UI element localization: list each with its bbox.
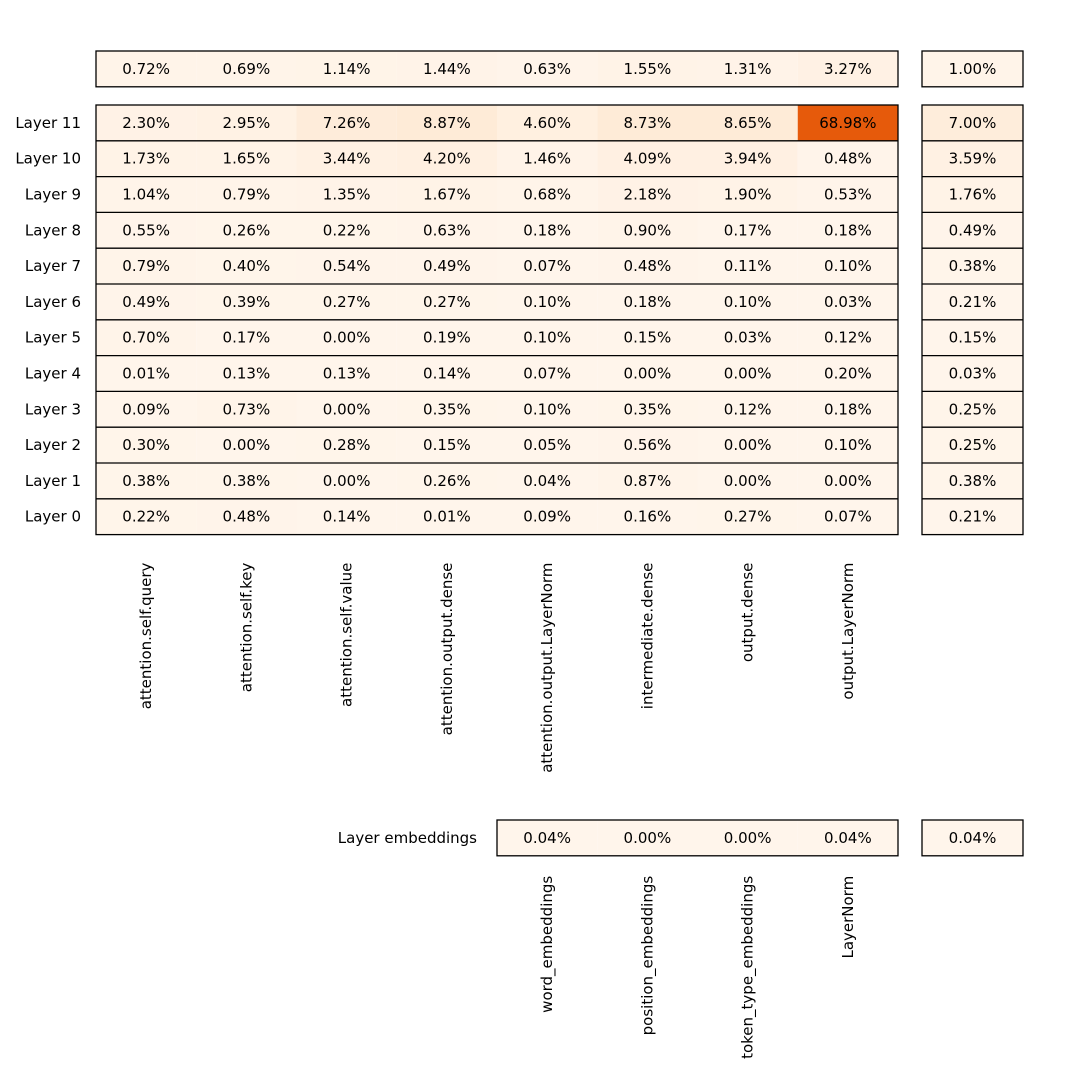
heatmap-cell-label: 0.05% [523, 436, 571, 455]
row-total-cell-label: 0.38% [948, 257, 997, 276]
row-total-cell-label: 0.38% [948, 471, 997, 490]
heatmap-cell-label: 0.16% [623, 507, 672, 526]
heatmap-cell-label: 0.56% [623, 436, 672, 455]
row-total-cell-label: 0.25% [948, 436, 997, 455]
heatmap-cell-label: 0.03% [824, 292, 872, 311]
heatmap-cell-label: 0.40% [222, 257, 271, 276]
row-total-cell-label: 0.03% [948, 364, 997, 383]
embedding-cell-label: 0.04% [824, 828, 872, 847]
column-total-cell-label: 1.55% [623, 59, 672, 78]
column-label: output.LayerNorm [838, 562, 857, 700]
row-total-cell-label: 1.76% [948, 185, 997, 204]
heatmap-cell-label: 0.87% [623, 471, 672, 490]
layer-grid [15, 105, 1023, 535]
heatmap-cell-label: 0.00% [322, 471, 371, 490]
heatmap-cell-label: 0.18% [523, 221, 571, 240]
column-total-cell-label: 1.14% [322, 59, 371, 78]
heatmap-cell-label: 0.27% [723, 507, 772, 526]
embedding-column-label: position_embeddings [638, 875, 657, 1036]
heatmap-cell-label: 8.65% [723, 113, 772, 132]
heatmap-cell-label: 0.10% [523, 292, 571, 311]
heatmap-cell-label: 1.65% [222, 149, 271, 168]
column-total-cell-label: 1.44% [423, 59, 471, 78]
heatmap-cell-label: 0.12% [824, 328, 872, 347]
column-total-cell-label: 0.63% [523, 59, 571, 78]
heatmap-cell-label: 0.00% [623, 364, 672, 383]
heatmap-cell-label: 0.10% [723, 292, 772, 311]
heatmap-cell-label: 0.13% [222, 364, 271, 383]
heatmap-cell-label: 0.48% [623, 257, 672, 276]
grand-total-cell-label: 1.00% [948, 59, 997, 78]
heatmap-cell-label: 1.04% [122, 185, 170, 204]
column-label: attention.self.query [137, 562, 156, 710]
embedding-column-label: token_type_embeddings [738, 875, 757, 1059]
heatmap-cell-label: 0.01% [122, 364, 170, 383]
heatmap-cell-label: 0.17% [222, 328, 271, 347]
row-label: Layer 11 [15, 113, 81, 132]
column-label: attention.output.LayerNorm [538, 562, 557, 773]
heatmap-cell-label: 4.20% [423, 149, 471, 168]
heatmap-cell-label: 0.22% [322, 221, 371, 240]
column-label: attention.self.value [337, 562, 356, 707]
embedding-cell-label: 0.04% [523, 828, 571, 847]
row-label: Layer 8 [24, 221, 81, 240]
heatmap-cell-label: 0.10% [824, 257, 872, 276]
column-label: attention.output.dense [437, 562, 456, 736]
heatmap-cell-label: 0.35% [423, 400, 471, 419]
heatmap-cell-label: 0.03% [723, 328, 772, 347]
heatmap-cell-label: 68.98% [819, 113, 877, 132]
heatmap-cell-label: 0.79% [122, 257, 170, 276]
row-label: Layer 1 [24, 471, 81, 490]
heatmap-cell-label: 0.28% [322, 436, 371, 455]
column-label: attention.self.key [237, 562, 256, 693]
heatmap-cell-label: 0.68% [523, 185, 571, 204]
column-label: output.dense [738, 562, 757, 663]
heatmap-cell-label: 4.09% [623, 149, 672, 168]
heatmap-cell-label: 3.44% [322, 149, 371, 168]
row-total-cell-label: 7.00% [948, 113, 997, 132]
heatmap-cell-label: 0.00% [824, 471, 872, 490]
row-label: Layer 2 [24, 436, 81, 455]
heatmap-cell-label: 0.00% [322, 328, 371, 347]
heatmap-cell-label: 0.19% [423, 328, 471, 347]
heatmap-cell-label: 0.11% [723, 257, 772, 276]
heatmap-cell-label: 0.15% [623, 328, 672, 347]
heatmap-cell-label: 0.38% [122, 471, 170, 490]
heatmap-cell-label: 0.09% [122, 400, 170, 419]
heatmap-cell-label: 0.48% [824, 149, 872, 168]
heatmap-cell-label: 0.26% [423, 471, 471, 490]
heatmap-cell-label: 4.60% [523, 113, 571, 132]
heatmap-cell-label: 1.35% [322, 185, 371, 204]
heatmap-cell-label: 0.54% [322, 257, 371, 276]
heatmap-cell-label: 0.35% [623, 400, 672, 419]
heatmap-cell-label: 2.30% [122, 113, 170, 132]
embedding-cell-label: 0.00% [623, 828, 672, 847]
row-label: Layer 10 [15, 149, 81, 168]
heatmap-cell-label: 7.26% [322, 113, 371, 132]
heatmap-cell-label: 1.46% [523, 149, 571, 168]
row-label: Layer 6 [24, 292, 81, 311]
row-label: Layer 3 [24, 400, 81, 419]
heatmap-cell-label: 0.18% [623, 292, 672, 311]
row-total-cell-label: 3.59% [948, 149, 997, 168]
embedding-cell-label: 0.00% [723, 828, 772, 847]
heatmap-cell-label: 0.14% [322, 507, 371, 526]
heatmap-cell-label: 0.30% [122, 436, 170, 455]
row-label: Layer 7 [24, 257, 81, 276]
heatmap-cell-label: 0.49% [423, 257, 471, 276]
heatmap-cell-label: 0.07% [824, 507, 872, 526]
heatmap-cell-label: 0.00% [222, 436, 271, 455]
heatmap-cell-label: 0.00% [322, 400, 371, 419]
column-labels [137, 562, 857, 772]
heatmap-cell-label: 0.18% [824, 400, 872, 419]
heatmap-cell-label: 0.63% [423, 221, 471, 240]
heatmap-cell-label: 0.55% [122, 221, 170, 240]
heatmap-cell-label: 0.07% [523, 257, 571, 276]
heatmap-cell-label: 0.10% [523, 400, 571, 419]
column-total-cell-label: 0.72% [122, 59, 170, 78]
heatmap-cell-label: 0.00% [723, 364, 772, 383]
heatmap-cell-label: 0.39% [222, 292, 271, 311]
heatmap-cell-label: 2.18% [623, 185, 672, 204]
row-label: Layer 4 [24, 364, 81, 383]
row-total-cell-label: 0.21% [948, 507, 997, 526]
embeddings-row [338, 820, 1023, 856]
heatmap-cell-label: 2.95% [222, 113, 271, 132]
heatmap-cell-label: 1.73% [122, 149, 170, 168]
heatmap-cell-label: 0.07% [523, 364, 571, 383]
row-label: Layer 5 [24, 328, 81, 347]
column-total-cell-label: 3.27% [824, 59, 872, 78]
row-total-cell-label: 0.21% [948, 292, 997, 311]
heatmap-cell-label: 0.01% [423, 507, 471, 526]
heatmap-cell-label: 0.90% [623, 221, 672, 240]
heatmap-cell-label: 0.10% [824, 436, 872, 455]
row-total-cell-label: 0.49% [948, 221, 997, 240]
embeddings-row-label: Layer embeddings [337, 828, 477, 847]
heatmap-cell-label: 0.48% [222, 507, 271, 526]
embedding-column-label: word_embeddings [538, 875, 557, 1013]
heatmap-cell-label: 0.09% [523, 507, 571, 526]
row-total-cell-label: 0.25% [948, 400, 997, 419]
embedding-total-cell-label: 0.04% [948, 828, 997, 847]
heatmap-cell-label: 0.17% [723, 221, 772, 240]
heatmap-cell-label: 0.18% [824, 221, 872, 240]
heatmap-cell-label: 0.73% [222, 400, 271, 419]
heatmap-cell-label: 0.04% [523, 471, 571, 490]
column-total-cell-label: 1.31% [723, 59, 772, 78]
heatmap-cell-label: 0.00% [723, 436, 772, 455]
heatmap-cell-label: 0.53% [824, 185, 872, 204]
heatmap-cell-label: 0.49% [122, 292, 170, 311]
row-total-cell-label: 0.15% [948, 328, 997, 347]
heatmap-cell-label: 8.87% [423, 113, 471, 132]
heatmap-cell-label: 0.70% [122, 328, 170, 347]
column-totals-row [96, 51, 1023, 87]
heatmap-cell-label: 0.00% [723, 471, 772, 490]
heatmap-cell-label: 0.27% [423, 292, 471, 311]
heatmap-cell-label: 0.38% [222, 471, 271, 490]
heatmap-cell-label: 1.90% [723, 185, 772, 204]
heatmap-cell-label: 0.14% [423, 364, 471, 383]
heatmap-cell-label: 8.73% [623, 113, 672, 132]
heatmap-cell-label: 0.12% [723, 400, 772, 419]
heatmap-cell-label: 0.26% [222, 221, 271, 240]
embedding-column-label: LayerNorm [838, 875, 857, 959]
column-total-cell-label: 0.69% [222, 59, 271, 78]
heatmap-cell-label: 0.15% [423, 436, 471, 455]
embedding-column-labels [538, 876, 857, 1059]
column-label: intermediate.dense [638, 562, 657, 710]
heatmap-cell-label: 0.79% [222, 185, 271, 204]
heatmap-cell-label: 0.13% [322, 364, 371, 383]
heatmap-cell-label: 0.27% [322, 292, 371, 311]
row-label: Layer 0 [24, 507, 81, 526]
heatmap-cell-label: 1.67% [423, 185, 471, 204]
heatmap-cell-label: 0.22% [122, 507, 170, 526]
heatmap-cell-label: 0.10% [523, 328, 571, 347]
row-label: Layer 9 [24, 185, 81, 204]
heatmap-cell-label: 0.20% [824, 364, 872, 383]
heatmap-cell-label: 3.94% [723, 149, 772, 168]
